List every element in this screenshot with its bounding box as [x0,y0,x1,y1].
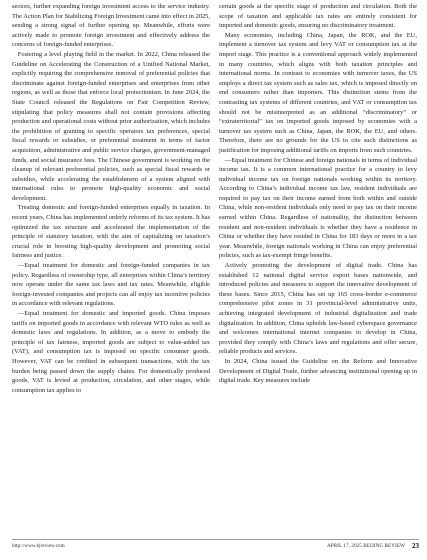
paragraph: Treating domestic and foreign-funded enterprises equally in taxation. In recent years, China has implemented orderly reforms of its tax system. It has optimized the tax structure and accelerated the implementation of the principle of statutory taxation, with the aim of capitalizing on taxation’s crucial role in boosting high-quality development and promoting social fairness and justice. [12,204,210,260]
paragraph: In 2024, China issued the Guideline on the Reform and Innovative Development of Digital Trade, further advancing institutional opening up in digital trade. Key measures include [219,357,417,385]
paragraph: Actively promoting the development of digital trade. China has established 12 national digital service export bases nationwide, and introduced policies and measures to support the innovative development of these bases. Since 2015, China has set up 165 cross-border e-commerce comprehensive pilot zones in 31 provincial-level administrative units, achieving integrated development of industrial digitalization and trade digitalization. In addition, China upholds law-based cyberspace governance and welcomes international internet companies to develop in China, provided they comply with China’s laws and regulations and offer secure, reliable products and services. [219,262,417,356]
page-footer [12,539,419,552]
paragraph: sectors, further expanding foreign investment access to the service industry. The Action Plan for Stabilizing Foreign Investment came into effect in 2025, sending a strong signal of further opening up. Meanwhile, efforts were actively made to promote foreign investment and effectively address the concerns of foreign-funded enterprises. [12,3,210,49]
page-number: 23 [412,542,419,550]
left-column [12,2,210,395]
paragraph: —Equal treatment for domestic and foreign-funded companies in tax policy. Regardless of ownership type, all enterprises within China’s territory now operate under the same tax laws and tax rates. Meanwhile, eligible foreign-invested companies and projects can all enjoy tax incentive policies in accordance with relevant regulations. [12,262,210,308]
paragraph: —Equal treatment for Chinese and foreign nationals in terms of individual income tax. It is a common international practice for a country to levy individual income tax on foreign nationals working within its territory. According to China’s individual income tax law, resident individuals are required to pay tax on their income earned from both within and outside China, while non-resident individuals only need to pay tax on their income earned within China. Regardless of nationality, the distinction between resident and non-resident individuals is whether they have a residence in China or whether they have resided in China for 183 days or more in a tax year. Meanwhile, foreign nationals working in China can enjoy preferential policies, such as tax-exempt fringe benefits. [219,156,417,260]
paragraph: Fostering a level playing field in the market. In 2022, China released the Guideline on Accelerating the Construction of a Unified National Market, explicitly requiring the comprehensive removal of preferential policies that discriminate against foreign-funded enterprises and enterprises from other regions, as well as those that enforce local protectionism. In June 2024, the State Council released the Regulations on Fair Competition Review, stipulating that policy measures shall not contain provisions affecting production and operational costs without prior authorization, which includes the prohibition of granting to specific operators tax preferences, special fiscal rewards or subsidies, or preferential treatment in terms of factor acquisition, administrative and public service charges, government-managed funds, and social insurance fees. The Chinese government is working on the cleanup of relevant preferential policies, such as special fiscal rewards or subsidies, while accelerating the establishment of a system aligned with international rules to promote high-quality economic and social development. [12,50,210,202]
footer-url[interactable]: http://www.bjreview.com [12,543,65,549]
footer-issue: APRIL 17, 2025 BEIJING REVIEW [326,543,405,549]
paragraph: —Equal treatment for domestic and imported goods. China imposes tariffs on imported goods in accordance with relevant WTO rules as well as domestic laws and regulations. In addition, as a move to embody the principle of tax fairness, imported goods are subject to value-added tax (VAT), and consumption tax is imposed on specific consumer goods. However, VAT can be credited in subsequent transactions, with the tax burden being passed down the supply chains. For domestically produced goods, VAT is levied at production, circulation, and other stages, while consumption tax applies to [12,310,210,394]
paragraph: certain goods at the specific stage of production and circulation. Both the scope of taxation and applicable tax rates are entirely consistent for imported and domestic goods, ensuring no discriminatory treatment. [219,3,417,30]
paragraph: Many economies, including China, Japan, the ROK, and the EU, implement a turnover tax system and levy VAT or consumption tax at the import stage. This practice is a conventional approach widely implemented in many countries, which aligns with both taxation principles and international norms. In contrast to economies with turnover taxes, the US employs a direct tax system such as sales tax, which is imposed directly on end consumers rather than importers. This distinction stems from the contrasting tax systems of different countries, and VAT or consumption tax should not be misinterpreted as an additional “discriminatory” or “extraterritorial” tax on imported goods imposed by economies with a turnover tax system such as China, Japan, the ROK, the EU, and others. Therefore, there are no grounds for the US to cite such distinctions as justification for imposing additional tariffs on imports from such countries. [219,31,417,154]
right-column [219,2,417,386]
